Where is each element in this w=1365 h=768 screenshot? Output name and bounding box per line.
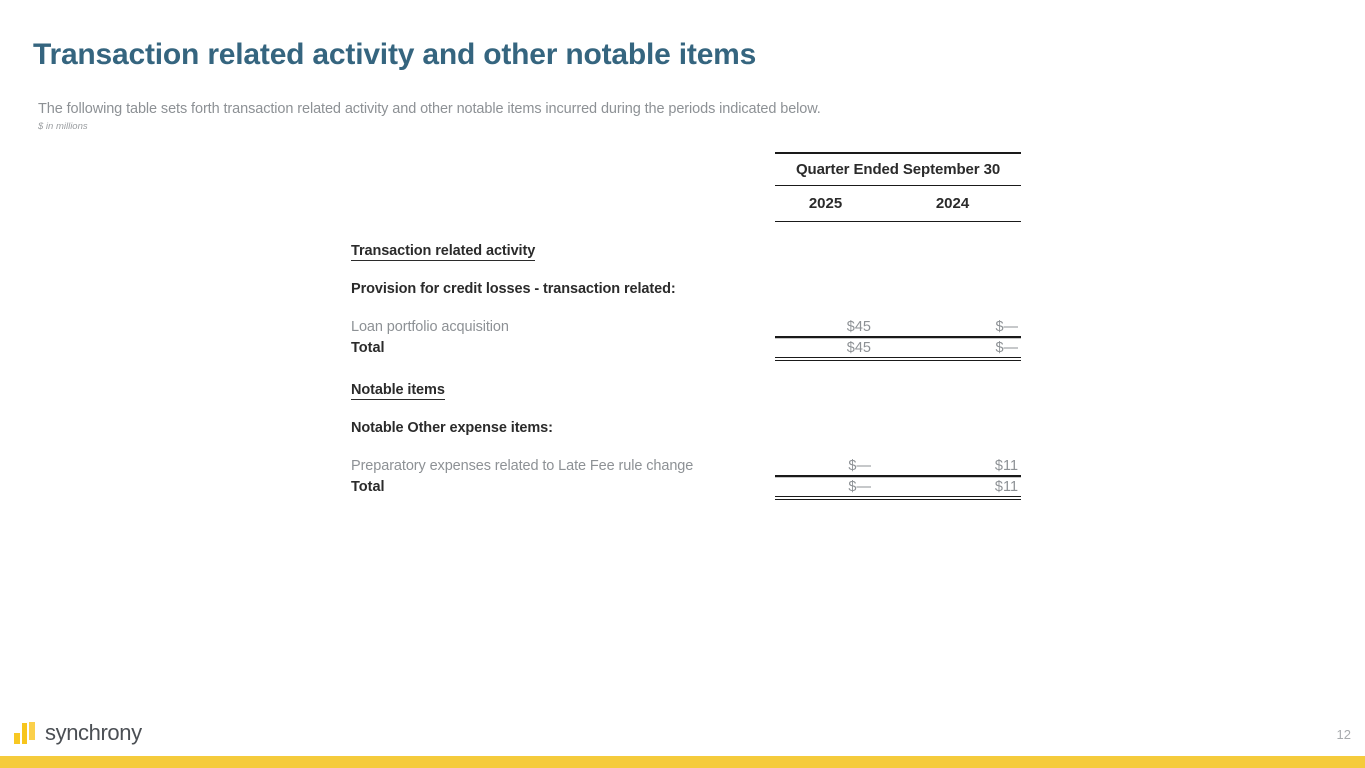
table-row [351,299,1021,337]
section-heading-text: Transaction related activity [351,242,536,259]
header-spacer [351,153,775,186]
total-value-2024: $— [898,336,1021,357]
section-heading-notable-items [351,361,775,400]
units-note: $ in millions [38,121,88,132]
logo-bar-tall [22,723,28,744]
row-value-2024: $— [995,318,1019,335]
section-heading-row [351,361,1021,400]
section-heading-row [351,222,1021,261]
synchrony-bars-icon [14,722,38,744]
header-spacer-2 [351,186,775,222]
logo-bar-medium [29,722,35,740]
total-value-2025: $45 [775,336,898,357]
table-header-year-row [351,186,1021,222]
section-subheading-notable-other-expense: Notable Other expense items: [351,419,553,436]
brand-name: synchrony [45,720,142,745]
total-value-2024: $11 [898,475,1021,496]
header-period-label: Quarter Ended September 30 [775,153,1021,186]
table-header [351,153,1021,222]
logo-bar-short [14,733,20,744]
row-value-2025: $45 [846,318,871,335]
total-rule-2025 [775,496,898,500]
section-subheading-provision-credit-losses: Provision for credit losses - transaction related: [351,280,676,297]
row-label-preparatory-expenses: Preparatory expenses related to Late Fee rule change [351,458,694,474]
row-label-loan-portfolio-acquisition: Loan portfolio acquisition [351,319,509,335]
total-value-2025: $— [775,475,898,496]
financial-table [351,152,1021,500]
total-bottom-rule [351,496,1021,500]
row-value-2024: $11 [994,457,1019,474]
page-number: 12 [1336,727,1351,742]
section-heading-text: Notable items [351,381,445,398]
total-rule-2024 [898,496,1021,500]
page-title: Transaction related activity and other notable items [33,38,757,71]
total-label: Total [351,479,385,495]
footer-accent-bar [0,756,1365,768]
table-body [351,222,1021,500]
section-subheading-row [351,400,1021,438]
row-value-2025: $— [848,457,871,474]
total-label: Total [351,340,385,356]
table-total-row [351,475,1021,496]
column-header-2024: 2024 [898,186,1021,222]
financial-table-container [351,152,1021,500]
synchrony-logo [14,716,142,744]
table-total-row [351,336,1021,357]
section-heading-transaction-related-activity [351,222,775,261]
section-subheading-row [351,261,1021,299]
column-header-2025: 2025 [775,186,898,222]
table-row [351,438,1021,476]
table-header-period-row [351,153,1021,186]
page-subtitle: The following table sets forth transaction related activity and other notable items incurred during the periods indicated below. [38,101,821,117]
